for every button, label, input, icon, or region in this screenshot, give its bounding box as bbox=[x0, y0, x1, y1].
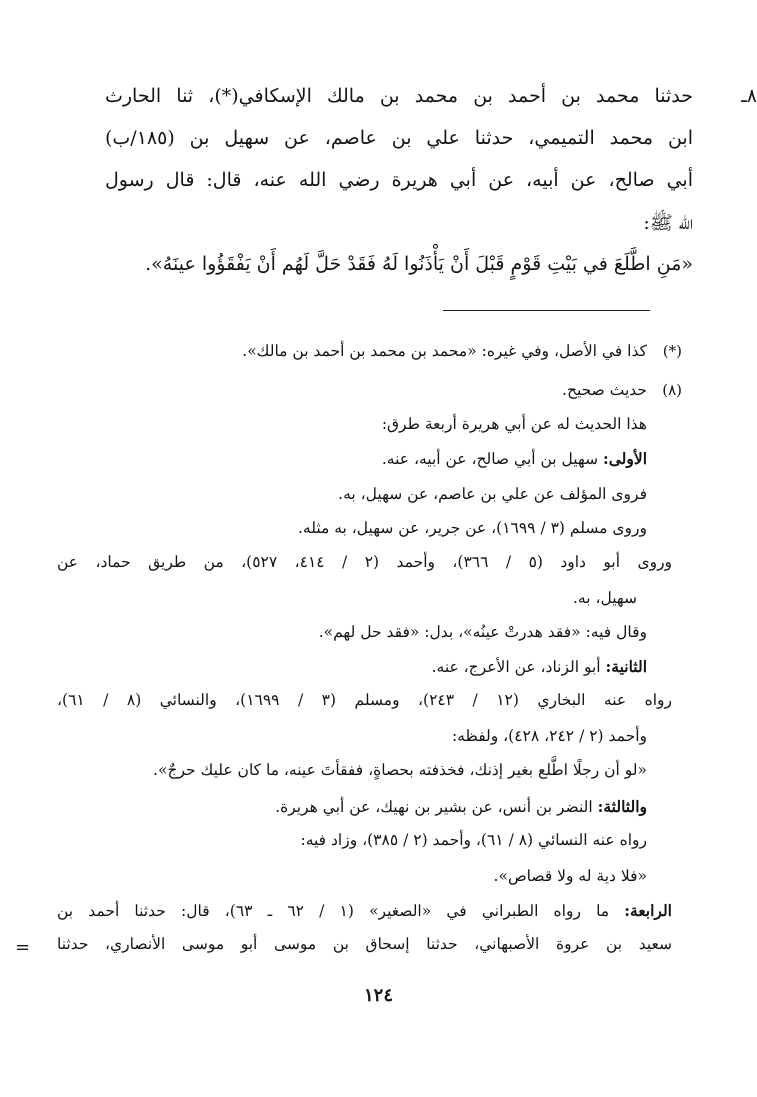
fourth-way-text: ما رواه الطبراني في «الصغير» (١ / ٦٢ ـ ٦٣)، قال: حدثنا أحمد بن bbox=[57, 902, 625, 920]
footnote-line: فروى المؤلف عن علي بن عاصم، عن سهيل، به. bbox=[338, 485, 647, 503]
hadith-number: ٨ـ bbox=[741, 85, 757, 107]
hadith-line: ابن محمد التميمي، حدثنا علي بن عاصم، عن سهيل بن (١٨٥/ب) bbox=[105, 127, 693, 149]
footnote-title: حديث صحيح. bbox=[562, 381, 647, 399]
hadith-line: أبي صالح، عن أبيه، عن أبي هريرة رضي الله عنه، قال: قال رسول bbox=[105, 169, 693, 191]
footnote-third-way bbox=[60, 797, 647, 816]
footnote-star-mark: (*) bbox=[662, 342, 682, 360]
footnote-line: «لو أن رجلًا اطَّلع بغير إذنك، فخذفته بحصاةٍ، ففقأتَ عينه، ما كان عليك حرجٌ». bbox=[153, 761, 647, 779]
fourth-way-label: الرابعة: bbox=[624, 901, 672, 920]
third-way-label: والثالثة: bbox=[597, 797, 647, 816]
footnote-line: سعيد بن عروة الأصبهاني، حدثنا إسحاق بن موسى أبو موسى الأنصاري، حدثنا bbox=[57, 935, 672, 953]
second-way-label: الثانية: bbox=[605, 657, 647, 676]
footnote-line: «فلا دية له ولا قصاص». bbox=[493, 867, 647, 885]
footnote-line: رواه عنه البخاري (١٢ / ٢٤٣)، ومسلم (٣ / ١٦٩٩)، والنسائي (٨ / ٦١)، bbox=[57, 691, 673, 709]
second-way-text: أبو الزناد، عن الأعرج، عنه. bbox=[431, 658, 606, 676]
footnote-line: وقال فيه: «فقد هدرتْ عينُه»، بدل: «فقد حل لهم». bbox=[318, 623, 647, 641]
hadith-line: الله ﷺ: bbox=[643, 212, 693, 234]
footnote-line: وأحمد (٢ / ٢٤٢، ٤٢٨)، ولفظه: bbox=[451, 727, 647, 745]
hadith-line: حدثنا محمد بن أحمد بن محمد بن مالك الإسكافي(*)، ثنا الحارث bbox=[105, 85, 693, 107]
footnote-second-way bbox=[60, 657, 647, 676]
first-way-text: سهيل بن أبي صالح، عن أبيه، عنه. bbox=[381, 450, 603, 468]
page-number: ١٢٤ bbox=[363, 985, 393, 1006]
footnote-separator bbox=[443, 310, 650, 311]
footnote-intro: هذا الحديث له عن أبي هريرة أربعة طرق: bbox=[381, 415, 647, 433]
third-way-text: النضر بن أنس، عن بشير بن نهيك، عن أبي هريرة. bbox=[275, 798, 598, 816]
hadith-quote: «مَنِ اطَّلَعَ في بَيْتِ قَوْمٍ قَبْلَ أَنْ يَأْذَنُوا لَهُ فَقَدْ حَلَّ لَهُم أَنْ يَفْقَؤُوا عينَهُ». bbox=[145, 253, 693, 275]
footnote-line: وروى أبو داود (٥ / ٣٦٦)، وأحمد (٢ / ٤١٤، ٥٢٧)، من طريق حماد، عن bbox=[57, 553, 673, 571]
footnote-first-way bbox=[60, 449, 647, 468]
footnote-line: رواه عنه النسائي (٨ / ٦١)، وأحمد (٢ / ٣٨٥)، وزاد فيه: bbox=[300, 831, 647, 849]
footnote-line: وروى مسلم (٣ / ١٦٩٩)، عن جرير، عن سهيل، به مثله. bbox=[297, 519, 647, 537]
continuation-mark: = bbox=[15, 937, 31, 958]
first-way-label: الأولى: bbox=[603, 449, 647, 468]
footnote-fourth-way bbox=[57, 901, 672, 920]
footnote-star-text: كذا في الأصل، وفي غيره: «محمد بن محمد بن أحمد بن مالك». bbox=[242, 342, 647, 360]
footnote-line: سهيل، به. bbox=[572, 589, 637, 607]
footnote-eight-mark: (٨) bbox=[662, 381, 682, 399]
